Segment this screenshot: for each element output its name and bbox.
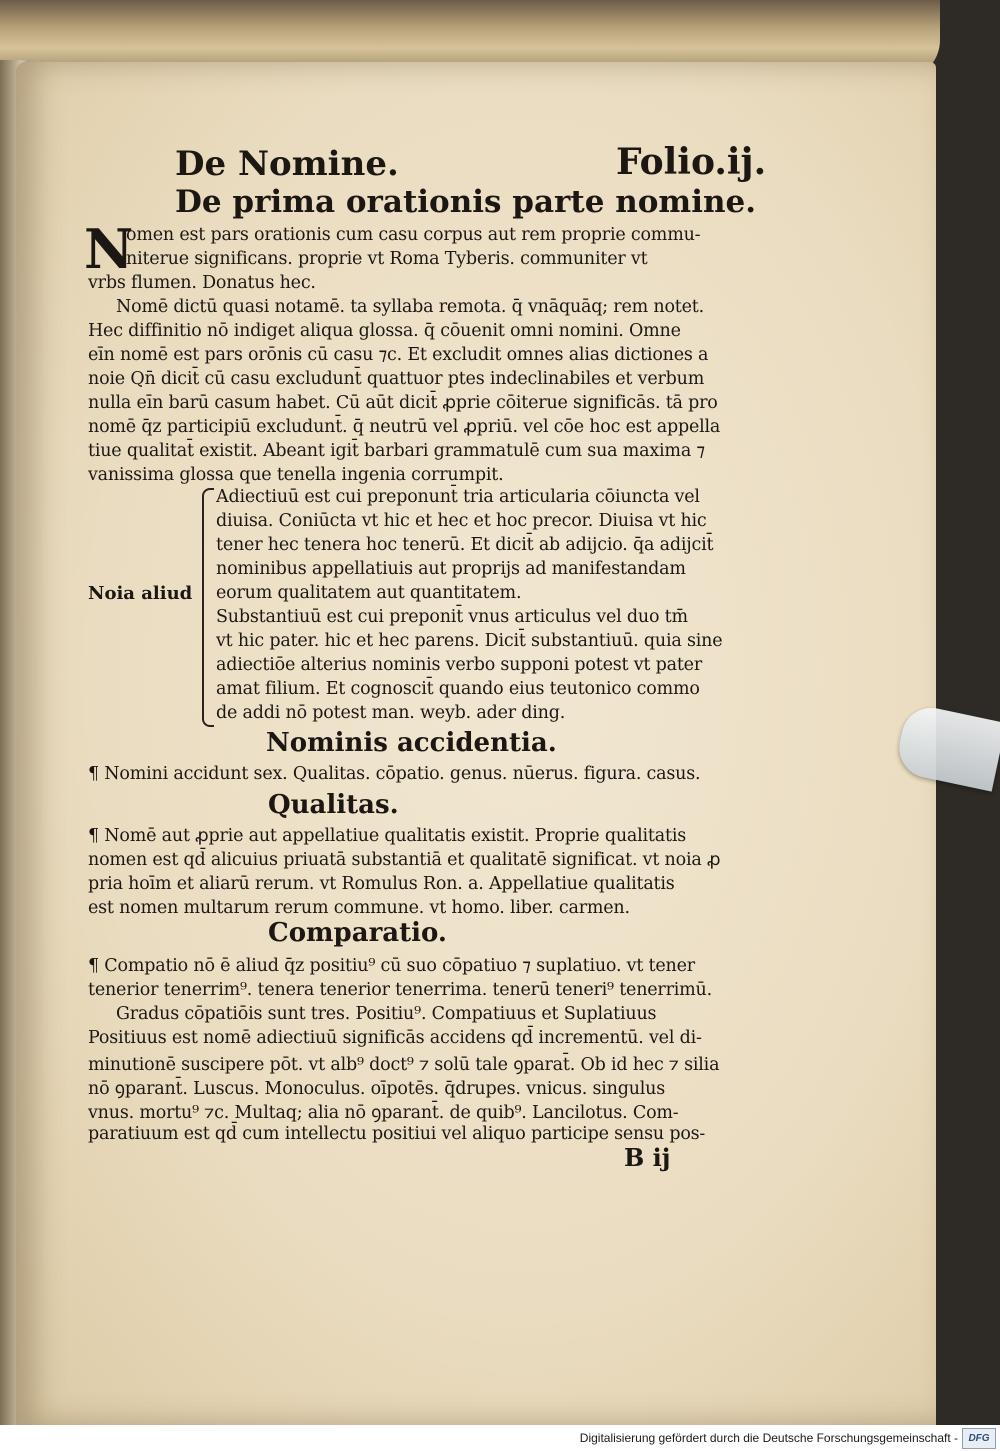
text-line: Nomē dictū quasi notamē. ta syllaba remota. q̄ vnāquāq; rem notet. [116,297,704,317]
text-line: pria hoīm et aliarū rerum. vt Romulus Ron. a. Appellatiue qualitatis [88,874,675,894]
text-line: nomen est qd̄ alicuius priuatā substantiā et qualitatē significat. vt noia ꝓ [88,850,721,870]
text-line: eorum qualitatem aut quantitatem. [216,583,522,603]
drop-initial: N [84,217,134,281]
text-line: tenerior tenerrim⁹. tenera tenerior tenerrima. tenerū teneri⁹ tenerrimū. [88,980,712,1000]
text-line: est nomen multarum rerum commune. vt homo. liber. carmen. [88,898,630,918]
funding-credit: Digitalisierung gefördert durch die Deutsche Forschungsgemeinschaft - [579,1431,958,1445]
text-line: paratiuum est qd̄ cum intellectu positiui vel aliquo participe sensu pos- [88,1124,706,1144]
text-line: Positiuus est nomē adiectiuū significās accidens qd̄ incrementū. vel di- [88,1028,702,1048]
text-line: tener hec tenera hoc tenerū. Et dicit̄ ab adijcio. q̄a adijcit̄ [216,535,714,555]
bracket-label: Noia aliud [88,583,193,604]
text-line: nulla eīn barū casum habet. Cū aūt dicit̄ ꝓprie cōiterue significās. tā pro [88,393,718,413]
text-line: nō ꝯparant̄. Luscus. Monoculus. oīpotēs. q̄drupes. vnicus. singulus [88,1079,666,1099]
section-heading-accidentia: Nominis accidentia. [266,728,557,758]
text-line: minutionē suscipere pōt. vt alb⁹ doct⁹ ⁊ solū tale ꝯparat̄. Ob id hec ⁊ silia [88,1055,720,1075]
text-line: de addi nō potest man. weyb. ader ding. [216,703,566,723]
text-line: diuisa. Coniūcta vt hic et hec et hoc precor. Diuisa vt hic [216,511,707,531]
text-line: eīn nomē est pars orōnis cū casu ⁊c. Et excludit omnes alias dictiones a [88,345,709,365]
text-line: vnus. mortu⁹ ⁊c. Multaq; alia nō ꝯparant̄. de quib⁹. Lancilotus. Com- [88,1103,679,1123]
text-line: nomē q̄z participiū excludunt̄. q̄ neutrū vel ꝓpriū. vel cōe hoc est appella [88,417,721,437]
text-line: ¶ Nomē aut ꝓprie aut appellatiue qualitatis existit. Proprie qualitatis [88,826,687,846]
text-line: Substantiuū est cui preponit̄ vnus articulus vel duo tm̄ [216,607,688,627]
running-head-left: De Nomine. [175,144,399,184]
text-line: nominibus appellatiuis aut proprijs ad manifestandam [216,559,686,579]
text-line: vrbs flumen. Donatus hec. [88,273,316,293]
text-line: Gradus cōpatiōis sunt tres. Positiu⁹. Compatiuus et Suplatiuus [116,1004,657,1024]
curly-brace [202,488,214,727]
signature-mark: B ij [624,1143,671,1172]
section-heading-comparatio: Comparatio. [268,918,447,948]
text-line: vanissima glossa que tenella ingenia corrumpit. [88,465,504,485]
text-line: tiue qualitat̄ existit. Abeant igit̄ barbari grammatulē cum sua maxima ⁊ [88,441,705,461]
section-heading-qualitas: Qualitas. [268,790,399,820]
chapter-title: De prima orationis parte nomine. [175,184,757,220]
text-line: ¶ Compatio nō ē aliud q̄z positiu⁹ cū suo cōpatiuo ⁊ suplatiuo. vt tener [88,956,695,976]
text-line: noie Qn̄ dicit̄ cū casu excludunt̄ quattuor ptes indeclinabiles et verbum [88,369,705,389]
text-line: amat filium. Et cognoscit̄ quando eius teutonico commo [216,679,700,699]
text-line: vt hic pater. hic et hec parens. Dicit̄ substantiuū. quia sine [216,631,723,651]
text-line: omen est pars orationis cum casu corpus aut rem proprie commu- [126,225,701,245]
text-line: Adiectiuū est cui preponunt̄ tria articularia cōiuncta vel [216,487,700,507]
text-line: Hec diffinitio nō indiget aliqua glossa. q̄ cōuenit omni nomini. Omne [88,321,681,341]
text-line: niterue significans. proprie vt Roma Tyberis. communiter vt [126,249,648,269]
running-head-folio: Folio.ij. [616,141,767,183]
book-page [16,62,936,1425]
text-line: adiectiōe alterius nominis verbo supponi potest vt pater [216,655,702,675]
text-line: ¶ Nomini accidunt sex. Qualitas. cōpatio. genus. nūerus. figura. casus. [88,764,701,784]
dfg-logo: DFG [962,1428,996,1449]
